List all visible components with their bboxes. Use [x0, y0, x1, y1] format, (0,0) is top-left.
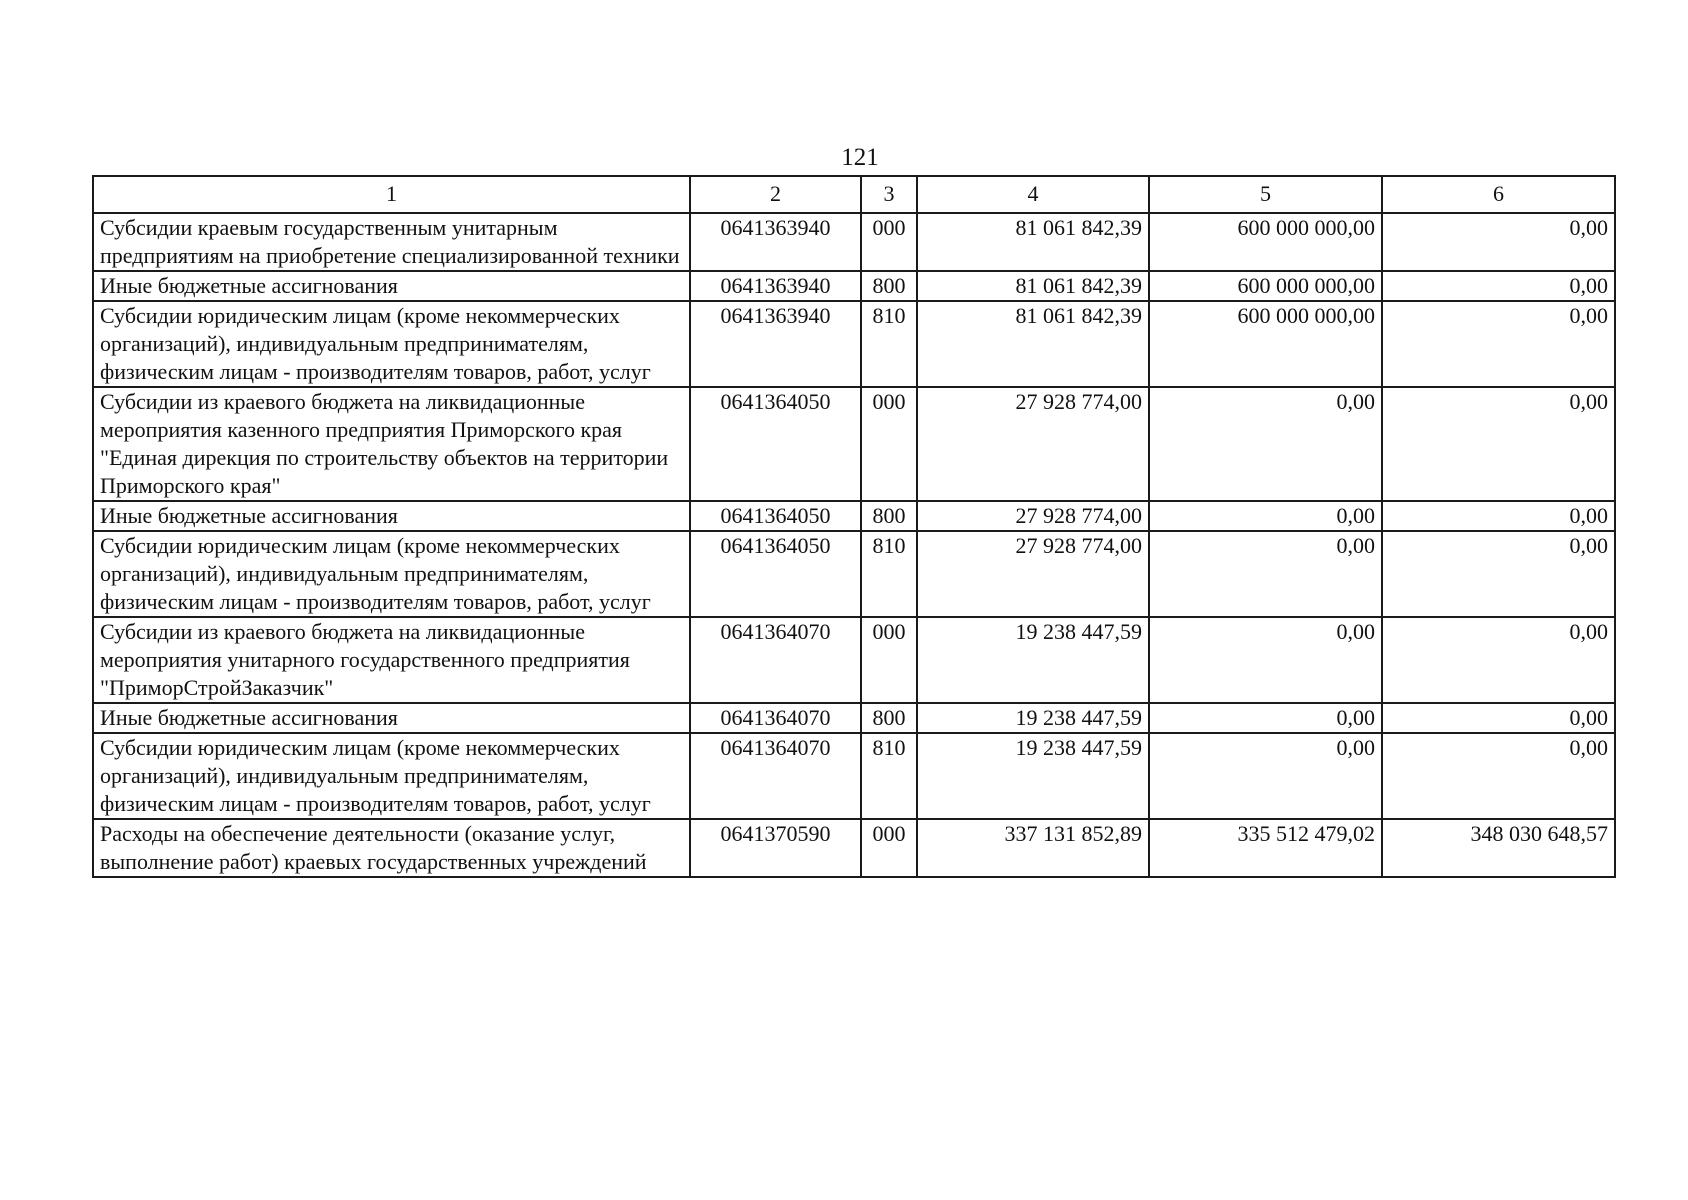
- row-target-code: 0641370590: [690, 819, 861, 877]
- row-target-code: 0641364050: [690, 387, 861, 501]
- row-amount-col6: 0,00: [1382, 501, 1615, 531]
- row-expense-type: 810: [861, 733, 917, 819]
- table-body: [93, 213, 1615, 877]
- row-description: Субсидии юридическим лицам (кроме некоммерческих организаций), индивидуальным предпринимателям, физическим лицам - производителям товаров, работ, услуг: [93, 301, 690, 387]
- row-amount-col4: 27 928 774,00: [917, 531, 1149, 617]
- table-row: [93, 213, 1615, 271]
- row-expense-type: 000: [861, 213, 917, 271]
- row-amount-col6: 0,00: [1382, 617, 1615, 703]
- row-expense-type: 800: [861, 501, 917, 531]
- row-amount-col6: 0,00: [1382, 301, 1615, 387]
- column-header-5: 5: [1149, 176, 1382, 213]
- row-target-code: 0641364070: [690, 703, 861, 733]
- row-expense-type: 800: [861, 703, 917, 733]
- row-expense-type: 800: [861, 271, 917, 301]
- row-expense-type: 810: [861, 531, 917, 617]
- table-row: [93, 531, 1615, 617]
- column-header-6: 6: [1382, 176, 1615, 213]
- row-amount-col4: 27 928 774,00: [917, 387, 1149, 501]
- row-target-code: 0641364070: [690, 617, 861, 703]
- row-expense-type: 000: [861, 617, 917, 703]
- column-header-1: 1: [93, 176, 690, 213]
- column-header-2: 2: [690, 176, 861, 213]
- row-amount-col5: 0,00: [1149, 531, 1382, 617]
- row-amount-col5: 600 000 000,00: [1149, 301, 1382, 387]
- column-header-3: 3: [861, 176, 917, 213]
- row-amount-col6: 348 030 648,57: [1382, 819, 1615, 877]
- row-amount-col6: 0,00: [1382, 531, 1615, 617]
- table-row: [93, 733, 1615, 819]
- row-description: Иные бюджетные ассигнования: [93, 501, 690, 531]
- column-header-4: 4: [917, 176, 1149, 213]
- row-target-code: 0641363940: [690, 301, 861, 387]
- row-description: Субсидии юридическим лицам (кроме некоммерческих организаций), индивидуальным предпринимателям, физическим лицам - производителям товаров, работ, услуг: [93, 531, 690, 617]
- row-amount-col4: 19 238 447,59: [917, 617, 1149, 703]
- table-row: [93, 703, 1615, 733]
- table-row: [93, 819, 1615, 877]
- row-description: Иные бюджетные ассигнования: [93, 703, 690, 733]
- row-amount-col4: 81 061 842,39: [917, 301, 1149, 387]
- row-amount-col5: 0,00: [1149, 733, 1382, 819]
- row-amount-col6: 0,00: [1382, 387, 1615, 501]
- row-amount-col6: 0,00: [1382, 733, 1615, 819]
- row-amount-col4: 337 131 852,89: [917, 819, 1149, 877]
- row-amount-col5: 0,00: [1149, 703, 1382, 733]
- row-amount-col5: 0,00: [1149, 617, 1382, 703]
- row-amount-col5: 0,00: [1149, 387, 1382, 501]
- page-number: 121: [841, 144, 879, 171]
- row-description: Субсидии юридическим лицам (кроме некоммерческих организаций), индивидуальным предпринимателям, физическим лицам - производителям товаров, работ, услуг: [93, 733, 690, 819]
- table-row: [93, 387, 1615, 501]
- row-description: Субсидии краевым государственным унитарным предприятиям на приобретение специализированной техники: [93, 213, 690, 271]
- row-amount-col4: 81 061 842,39: [917, 271, 1149, 301]
- table-row: [93, 617, 1615, 703]
- row-amount-col6: 0,00: [1382, 271, 1615, 301]
- row-description: Расходы на обеспечение деятельности (оказание услуг, выполнение работ) краевых государственных учреждений: [93, 819, 690, 877]
- row-description: Субсидии из краевого бюджета на ликвидационные мероприятия казенного предприятия Приморского края "Единая дирекция по строительству объектов на территории Приморского края": [93, 387, 690, 501]
- row-expense-type: 000: [861, 819, 917, 877]
- row-description: Иные бюджетные ассигнования: [93, 271, 690, 301]
- row-target-code: 0641363940: [690, 271, 861, 301]
- row-amount-col5: 600 000 000,00: [1149, 213, 1382, 271]
- row-amount-col6: 0,00: [1382, 213, 1615, 271]
- table-header: [93, 176, 1615, 213]
- row-amount-col4: 19 238 447,59: [917, 733, 1149, 819]
- row-target-code: 0641364050: [690, 531, 861, 617]
- row-target-code: 0641364050: [690, 501, 861, 531]
- row-target-code: 0641363940: [690, 213, 861, 271]
- header-row: [93, 176, 1615, 213]
- table-row: [93, 501, 1615, 531]
- row-amount-col5: 335 512 479,02: [1149, 819, 1382, 877]
- row-amount-col4: 81 061 842,39: [917, 213, 1149, 271]
- row-amount-col5: 600 000 000,00: [1149, 271, 1382, 301]
- row-expense-type: 810: [861, 301, 917, 387]
- row-expense-type: 000: [861, 387, 917, 501]
- row-amount-col4: 27 928 774,00: [917, 501, 1149, 531]
- row-amount-col5: 0,00: [1149, 501, 1382, 531]
- budget-table: [92, 175, 1616, 878]
- row-description: Субсидии из краевого бюджета на ликвидационные мероприятия унитарного государственного предприятия "ПриморСтройЗаказчик": [93, 617, 690, 703]
- row-amount-col6: 0,00: [1382, 703, 1615, 733]
- table-row: [93, 301, 1615, 387]
- table-row: [93, 271, 1615, 301]
- row-target-code: 0641364070: [690, 733, 861, 819]
- row-amount-col4: 19 238 447,59: [917, 703, 1149, 733]
